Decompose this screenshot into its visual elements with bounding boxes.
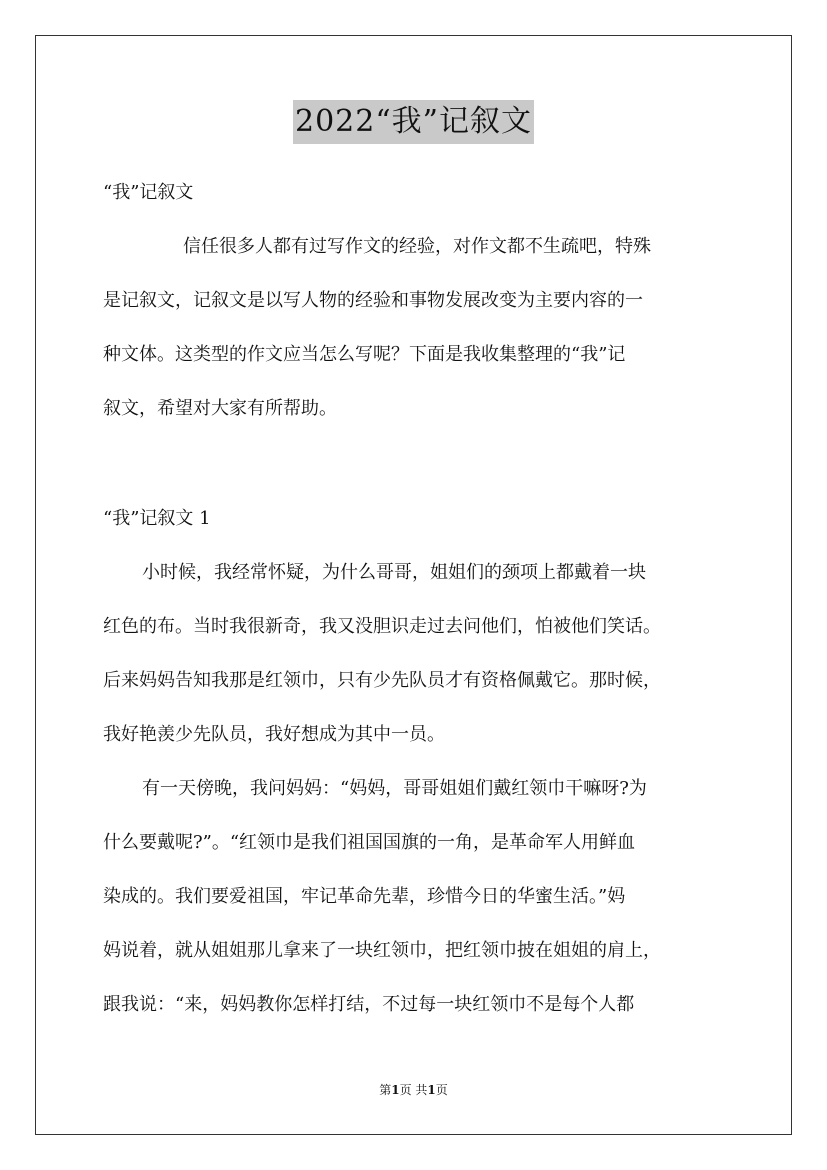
body-line: 小时候，我经常怀疑，为什么哥哥，姐姐们的颈项上都戴着一块 (142, 562, 646, 583)
intro-line: 叙文，希望对大家有所帮助。 (103, 398, 337, 419)
body-line: 我好艳羡少先队员，我好想成为其中一员。 (103, 724, 445, 745)
intro-line: 信任很多人都有过写作文的经验，对作文都不生疏吧，特殊 (183, 236, 651, 257)
body-line: 红色的布。当时我很新奇，我又没胆识走过去问他们，怕被他们笑话。 (103, 616, 661, 637)
footer-text: 页 共 (399, 1083, 428, 1097)
body-line: 跟我说：“来，妈妈教你怎样打结，不过每一块红领巾不是每个人都 (103, 994, 635, 1015)
section-heading: “我”记叙文 1 (103, 508, 211, 529)
page-number: 1 (391, 1083, 400, 1097)
body-line: 什么要戴呢?”。“红领巾是我们祖国国旗的一角，是革命军人用鲜血 (103, 832, 636, 853)
page-total: 1 (427, 1083, 436, 1097)
body-line: 后来妈妈告知我那是红领巾，只有少先队员才有资格佩戴它。那时候， (103, 670, 661, 691)
footer-text: 页 (435, 1083, 448, 1097)
body-line: 染成的。我们要爱祖国，牢记革命先辈，珍惜今日的华蜜生活。”妈 (103, 886, 626, 907)
body-line: 妈说着，就从姐姐那儿拿来了一块红领巾，把红领巾披在姐姐的肩上， (103, 940, 661, 961)
subtitle: “我”记叙文 (103, 182, 194, 203)
intro-line: 是记叙文，记叙文是以写人物的经验和事物发展改变为主要内容的一 (103, 290, 643, 311)
intro-line: 种文体。这类型的作文应当怎么写呢？下面是我收集整理的“我”记 (103, 344, 626, 365)
body-line: 有一天傍晚，我问妈妈：“妈妈，哥哥姐姐们戴红领巾干嘛呀?为 (142, 778, 647, 799)
footer-text: 第 (379, 1083, 392, 1097)
page-footer (0, 1082, 827, 1098)
title-container (0, 100, 827, 144)
document-title: 2022“我”记叙文 (293, 100, 534, 144)
